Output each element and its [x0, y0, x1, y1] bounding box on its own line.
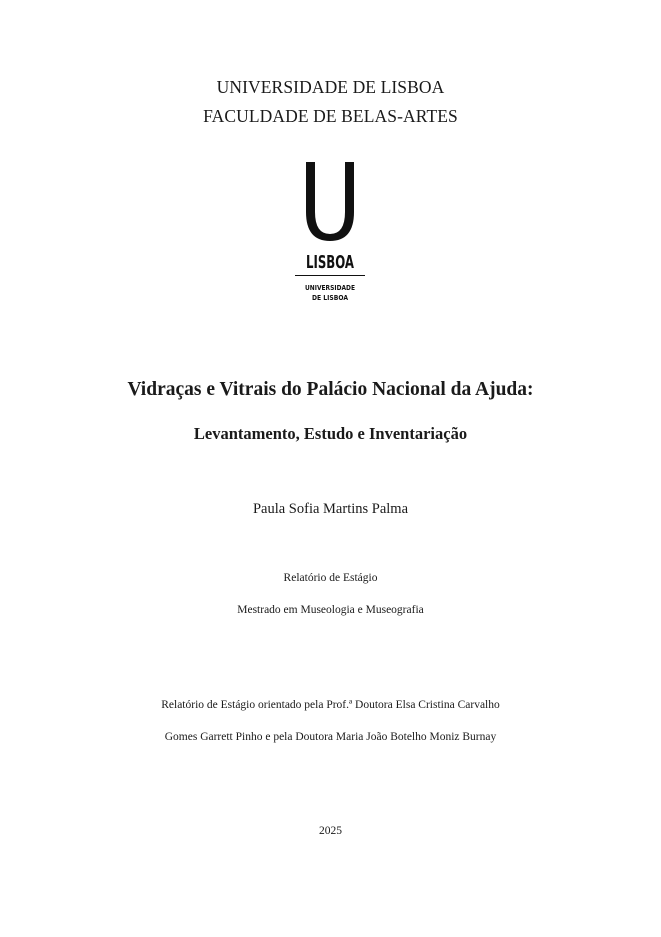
report-type: Relatório de Estágio	[283, 572, 378, 584]
university-name: UNIVERSIDADE DE LISBOA	[216, 77, 445, 97]
ulisboa-logo-icon	[290, 160, 370, 305]
logo-subtext-line2: DE LISBOA	[312, 294, 349, 302]
logo-subtext-line1: UNIVERSIDADE	[305, 284, 356, 292]
supervisors-line-1: Relatório de Estágio orientado pela Prof.ª Doutora Elsa Cristina Carvalho	[161, 699, 500, 711]
faculty-name: FACULDADE DE BELAS-ARTES	[203, 106, 458, 126]
author-name: Paula Sofia Martins Palma	[252, 501, 409, 517]
thesis-title: Vidraças e Vitrais do Palácio Nacional da Ajuda:	[127, 379, 534, 400]
u-letterform	[306, 162, 354, 241]
degree-name: Mestrado em Museologia e Museografia	[237, 604, 424, 616]
supervisors-line-2: Gomes Garrett Pinho e pela Doutora Maria João Botelho Moniz Burnay	[164, 731, 497, 743]
thesis-subtitle: Levantamento, Estudo e Inventariação	[193, 424, 468, 443]
logo-wordmark: LISBOA	[306, 252, 355, 273]
logo-divider	[295, 275, 365, 276]
publication-year: 2025	[319, 825, 342, 837]
